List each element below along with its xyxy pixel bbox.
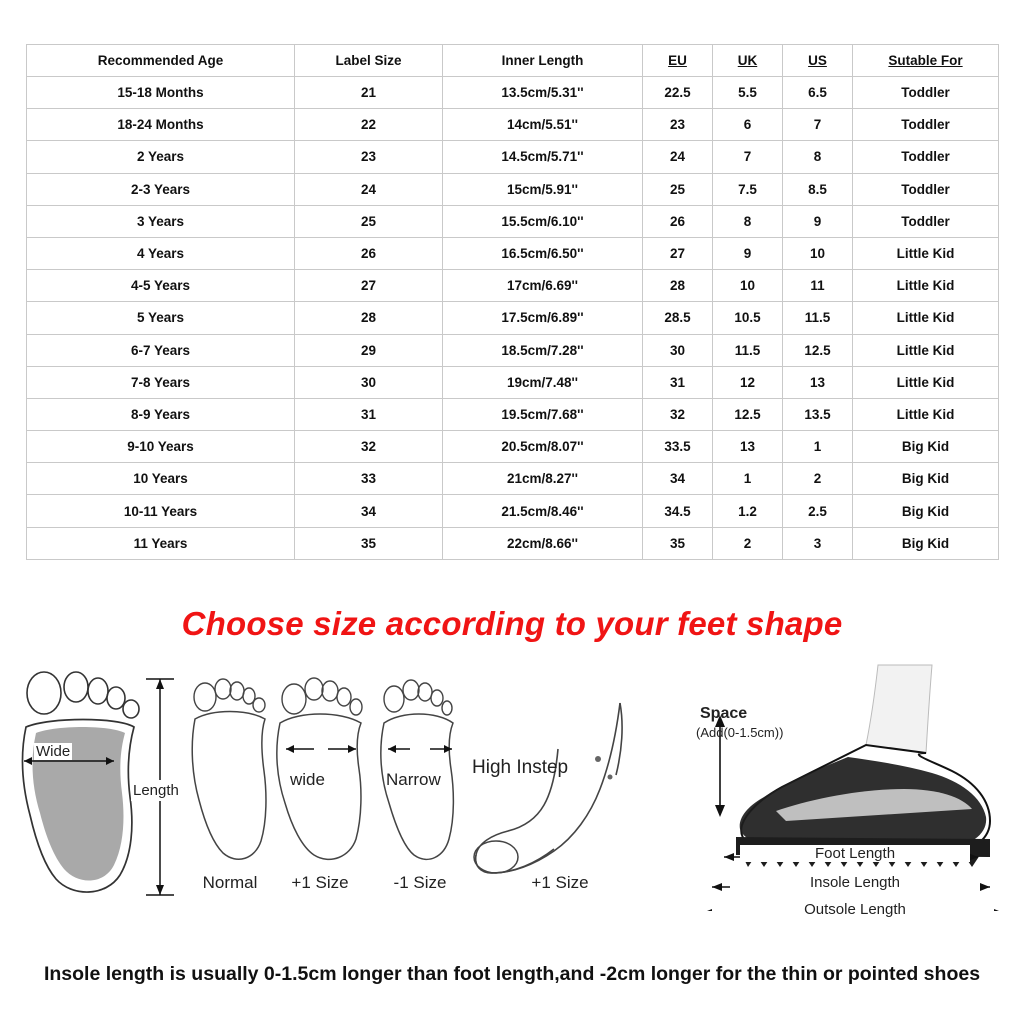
column-header-recommended-age: Recommended Age bbox=[27, 45, 295, 77]
cell-eu: 34.5 bbox=[643, 495, 713, 527]
cell-uk: 10 bbox=[713, 270, 783, 302]
cell-age: 7-8 Years bbox=[27, 366, 295, 398]
cell-label-size: 25 bbox=[295, 205, 443, 237]
table-row bbox=[27, 334, 999, 366]
cell-label-size: 35 bbox=[295, 527, 443, 559]
length-label: Length bbox=[133, 782, 179, 799]
cell-suitable-for: Toddler bbox=[853, 205, 999, 237]
cell-us: 2.5 bbox=[783, 495, 853, 527]
cell-uk: 1 bbox=[713, 463, 783, 495]
cell-eu: 25 bbox=[643, 173, 713, 205]
cell-label-size: 23 bbox=[295, 141, 443, 173]
size-table bbox=[26, 44, 999, 560]
cell-uk: 8 bbox=[713, 205, 783, 237]
cell-uk: 12 bbox=[713, 366, 783, 398]
table-row bbox=[27, 270, 999, 302]
cell-label-size: 21 bbox=[295, 77, 443, 109]
table-row bbox=[27, 77, 999, 109]
foot-length-label: Foot Length bbox=[740, 845, 970, 862]
cell-eu: 35 bbox=[643, 527, 713, 559]
cell-label-size: 29 bbox=[295, 334, 443, 366]
cell-label-size: 33 bbox=[295, 463, 443, 495]
cell-label-size: 32 bbox=[295, 431, 443, 463]
cell-label-size: 27 bbox=[295, 270, 443, 302]
size-table-container bbox=[26, 44, 998, 560]
cell-eu: 26 bbox=[643, 205, 713, 237]
wide-foot-caption: +1 Size bbox=[291, 873, 349, 892]
cell-us: 8 bbox=[783, 141, 853, 173]
cell-inner-length: 17cm/6.69'' bbox=[443, 270, 643, 302]
cell-eu: 23 bbox=[643, 109, 713, 141]
cell-suitable-for: Little Kid bbox=[853, 334, 999, 366]
cell-suitable-for: Little Kid bbox=[853, 302, 999, 334]
cell-uk: 9 bbox=[713, 237, 783, 269]
space-sublabel: (Add(0-1.5cm)) bbox=[696, 725, 784, 740]
column-header-suitable-for: Sutable For bbox=[853, 45, 999, 77]
cell-eu: 34 bbox=[643, 463, 713, 495]
cell-suitable-for: Big Kid bbox=[853, 495, 999, 527]
cell-label-size: 26 bbox=[295, 237, 443, 269]
cell-eu: 31 bbox=[643, 366, 713, 398]
cell-us: 10 bbox=[783, 237, 853, 269]
table-row bbox=[27, 366, 999, 398]
cell-age: 2 Years bbox=[27, 141, 295, 173]
cell-uk: 7 bbox=[713, 141, 783, 173]
cell-uk: 1.2 bbox=[713, 495, 783, 527]
cell-age: 18-24 Months bbox=[27, 109, 295, 141]
table-row bbox=[27, 173, 999, 205]
cell-us: 11.5 bbox=[783, 302, 853, 334]
cell-suitable-for: Little Kid bbox=[853, 237, 999, 269]
cell-age: 8-9 Years bbox=[27, 398, 295, 430]
insole-length-label: Insole Length bbox=[730, 874, 980, 891]
wide-arrow-label: wide bbox=[290, 770, 325, 789]
cell-age: 10 Years bbox=[27, 463, 295, 495]
cell-uk: 10.5 bbox=[713, 302, 783, 334]
column-header-eu: EU bbox=[643, 45, 713, 77]
cell-age: 5 Years bbox=[27, 302, 295, 334]
cell-age: 6-7 Years bbox=[27, 334, 295, 366]
table-row bbox=[27, 109, 999, 141]
feet-shape-diagram bbox=[0, 655, 1024, 945]
cell-eu: 24 bbox=[643, 141, 713, 173]
cell-uk: 12.5 bbox=[713, 398, 783, 430]
table-row bbox=[27, 302, 999, 334]
cell-us: 7 bbox=[783, 109, 853, 141]
cell-us: 9 bbox=[783, 205, 853, 237]
cell-us: 8.5 bbox=[783, 173, 853, 205]
cell-age: 2-3 Years bbox=[27, 173, 295, 205]
cell-us: 13.5 bbox=[783, 398, 853, 430]
cell-inner-length: 22cm/8.66'' bbox=[443, 527, 643, 559]
cell-suitable-for: Toddler bbox=[853, 173, 999, 205]
cell-eu: 28 bbox=[643, 270, 713, 302]
cell-inner-length: 20.5cm/8.07'' bbox=[443, 431, 643, 463]
cell-inner-length: 14.5cm/5.71'' bbox=[443, 141, 643, 173]
table-row bbox=[27, 237, 999, 269]
cell-inner-length: 21cm/8.27'' bbox=[443, 463, 643, 495]
cell-inner-length: 19cm/7.48'' bbox=[443, 366, 643, 398]
table-row bbox=[27, 495, 999, 527]
table-row bbox=[27, 431, 999, 463]
normal-foot-caption: Normal bbox=[202, 873, 258, 892]
footer-note: Insole length is usually 0-1.5cm longer than foot length,and -2cm longer for the thin or pointed shoes bbox=[43, 963, 981, 985]
cell-age: 4 Years bbox=[27, 237, 295, 269]
cell-inner-length: 19.5cm/7.68'' bbox=[443, 398, 643, 430]
cell-suitable-for: Toddler bbox=[853, 77, 999, 109]
cell-eu: 22.5 bbox=[643, 77, 713, 109]
cell-uk: 11.5 bbox=[713, 334, 783, 366]
table-header bbox=[27, 45, 999, 77]
cell-eu: 33.5 bbox=[643, 431, 713, 463]
cell-uk: 5.5 bbox=[713, 77, 783, 109]
cell-age: 9-10 Years bbox=[27, 431, 295, 463]
cell-label-size: 24 bbox=[295, 173, 443, 205]
cell-age: 11 Years bbox=[27, 527, 295, 559]
cell-label-size: 22 bbox=[295, 109, 443, 141]
cell-suitable-for: Little Kid bbox=[853, 270, 999, 302]
cell-suitable-for: Big Kid bbox=[853, 463, 999, 495]
cell-label-size: 34 bbox=[295, 495, 443, 527]
column-header-uk: UK bbox=[713, 45, 783, 77]
cell-inner-length: 15cm/5.91'' bbox=[443, 173, 643, 205]
headline: Choose size according to your feet shape bbox=[181, 605, 843, 642]
cell-us: 13 bbox=[783, 366, 853, 398]
cell-eu: 27 bbox=[643, 237, 713, 269]
cell-us: 12.5 bbox=[783, 334, 853, 366]
normal-foot-icon bbox=[185, 675, 275, 875]
cell-uk: 7.5 bbox=[713, 173, 783, 205]
cell-eu: 30 bbox=[643, 334, 713, 366]
table-row bbox=[27, 527, 999, 559]
table-row bbox=[27, 398, 999, 430]
cell-suitable-for: Little Kid bbox=[853, 398, 999, 430]
cell-eu: 32 bbox=[643, 398, 713, 430]
cell-uk: 6 bbox=[713, 109, 783, 141]
cell-label-size: 28 bbox=[295, 302, 443, 334]
high-instep-label: High Instep bbox=[472, 757, 569, 778]
table-header-row bbox=[27, 45, 999, 77]
high-instep-caption: +1 Size bbox=[531, 873, 589, 892]
high-instep-icon bbox=[470, 685, 640, 885]
narrow-foot-caption: -1 Size bbox=[393, 873, 447, 892]
cell-label-size: 31 bbox=[295, 398, 443, 430]
table-body bbox=[27, 77, 999, 560]
outsole-length-label: Outsole Length bbox=[725, 901, 985, 918]
space-label: Space bbox=[700, 705, 748, 722]
cell-uk: 13 bbox=[713, 431, 783, 463]
cell-us: 1 bbox=[783, 431, 853, 463]
cell-inner-length: 16.5cm/6.50'' bbox=[443, 237, 643, 269]
cell-us: 11 bbox=[783, 270, 853, 302]
cell-eu: 28.5 bbox=[643, 302, 713, 334]
cell-label-size: 30 bbox=[295, 366, 443, 398]
cell-age: 4-5 Years bbox=[27, 270, 295, 302]
table-row bbox=[27, 205, 999, 237]
cell-suitable-for: Little Kid bbox=[853, 366, 999, 398]
cell-inner-length: 13.5cm/5.31'' bbox=[443, 77, 643, 109]
cell-age: 15-18 Months bbox=[27, 77, 295, 109]
cell-suitable-for: Toddler bbox=[853, 141, 999, 173]
cell-uk: 2 bbox=[713, 527, 783, 559]
cell-inner-length: 21.5cm/8.46'' bbox=[443, 495, 643, 527]
wide-label: Wide bbox=[36, 743, 71, 760]
column-header-label-size: Label Size bbox=[295, 45, 443, 77]
table-row bbox=[27, 463, 999, 495]
cell-inner-length: 15.5cm/6.10'' bbox=[443, 205, 643, 237]
cell-age: 3 Years bbox=[27, 205, 295, 237]
cell-suitable-for: Toddler bbox=[853, 109, 999, 141]
cell-us: 3 bbox=[783, 527, 853, 559]
cell-us: 6.5 bbox=[783, 77, 853, 109]
cell-age: 10-11 Years bbox=[27, 495, 295, 527]
cell-inner-length: 18.5cm/7.28'' bbox=[443, 334, 643, 366]
cell-suitable-for: Big Kid bbox=[853, 431, 999, 463]
cell-us: 2 bbox=[783, 463, 853, 495]
column-header-us: US bbox=[783, 45, 853, 77]
cell-inner-length: 14cm/5.51'' bbox=[443, 109, 643, 141]
cell-suitable-for: Big Kid bbox=[853, 527, 999, 559]
narrow-arrow-label: Narrow bbox=[386, 770, 441, 789]
table-row bbox=[27, 141, 999, 173]
cell-inner-length: 17.5cm/6.89'' bbox=[443, 302, 643, 334]
column-header-inner-length: Inner Length bbox=[443, 45, 643, 77]
